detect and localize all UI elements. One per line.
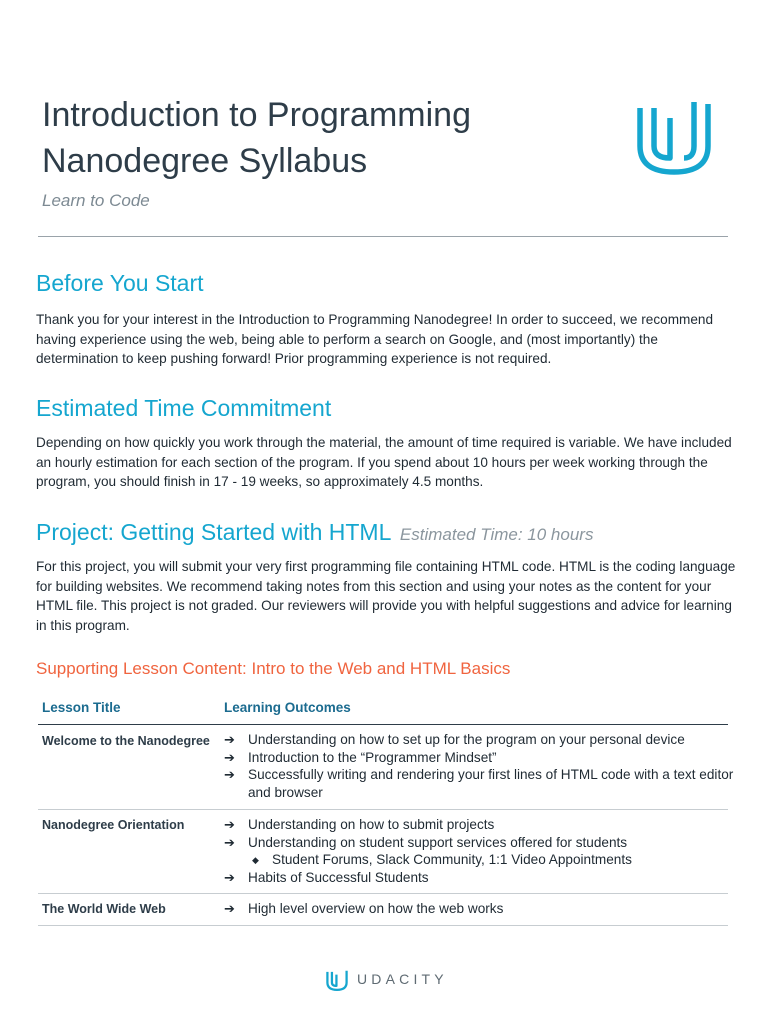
udacity-wordmark: UDACITY: [357, 971, 448, 987]
project-text: For this project, you will submit your very first programming file containing HTML code. HTML is the coding language for building websites. We recommend taking notes from this section and using your notes as the content for your HTML file. This project is not graded. Our reviewers will provide you with helpful suggestions and advice for learning in this program.: [36, 559, 736, 633]
outcome-item: ➔ Successfully writing and rendering your first lines of HTML code with a text editor and browser: [224, 767, 734, 800]
page-title-line-1: Introduction to Programming: [42, 96, 471, 134]
time-commitment-heading: Estimated Time Commitment: [36, 395, 332, 421]
arrow-bullet-icon: ➔: [224, 732, 235, 747]
outcome-item: ➔ Understanding on student support services offered for students: [224, 834, 628, 850]
before-you-start-text: Thank you for your interest in the Introduction to Programming Nanodegree! In order to succeed, we recommend having experience using the web, being able to perform a search on Google, and (most importantly) the determination to keep pushing forward! Prior programming experience is not required.: [36, 312, 714, 367]
before-you-start-heading: Before You Start: [36, 270, 204, 296]
udacity-logo-icon: [636, 98, 712, 176]
arrow-bullet-icon: ➔: [224, 834, 235, 850]
outcome-item: ➔ High level overview on how the web works: [224, 901, 504, 916]
outcome-list: [224, 816, 734, 886]
outcome-item: ➔ Understanding on how to set up for the program on your personal device: [224, 732, 685, 747]
project-heading-title: Project: Getting Started with HTML: [36, 519, 391, 545]
arrow-bullet-icon: ➔: [224, 749, 235, 765]
arrow-bullet-icon: ➔: [224, 901, 235, 916]
project-heading: [36, 519, 593, 546]
page-title: [42, 92, 582, 184]
arrow-bullet-icon: ➔: [224, 817, 235, 832]
outcome-list: [224, 731, 734, 801]
lesson-title: The World Wide Web: [42, 902, 166, 916]
row-divider: [38, 809, 728, 810]
project-estimated-time: Estimated Time: 10 hours: [399, 525, 594, 544]
diamond-bullet-icon: ◆: [252, 855, 259, 865]
outcome-item: ➔ Habits of Successful Students: [224, 869, 429, 885]
supporting-lesson-heading: Supporting Lesson Content: Intro to the Web and HTML Basics: [36, 659, 511, 678]
table-header-divider: [38, 724, 728, 725]
row-divider: [38, 925, 728, 926]
column-header-lesson-title: Lesson Title: [42, 700, 121, 715]
arrow-bullet-icon: ➔: [224, 767, 235, 782]
outcome-item: ➔ Understanding on how to submit projects: [224, 817, 495, 832]
udacity-footer-logo-icon: [326, 969, 348, 991]
row-divider: [38, 893, 728, 894]
page-title-line-2: Nanodegree Syllabus: [42, 142, 368, 180]
outcome-subitem: ◆ Student Forums, Slack Community, 1:1 Video Appointments: [224, 851, 734, 869]
column-header-learning-outcomes: Learning Outcomes: [224, 700, 351, 715]
outcome-list: [224, 900, 734, 918]
lesson-title: Welcome to the Nanodegree: [42, 734, 210, 748]
lesson-title: Nanodegree Orientation: [42, 818, 185, 832]
header-divider: [38, 236, 728, 237]
time-commitment-text: Depending on how quickly you work through the material, the amount of time required is variable. We have included an hourly estimation for each section of the program. If you spend about 10 hours per week working through the program, you should finish in 17 - 19 weeks, so approximately 4.5 months.: [36, 435, 732, 490]
outcome-item: ➔ Introduction to the “Programmer Mindset”: [224, 749, 497, 765]
arrow-bullet-icon: ➔: [224, 869, 235, 885]
page-subtitle: Learn to Code: [42, 191, 150, 210]
